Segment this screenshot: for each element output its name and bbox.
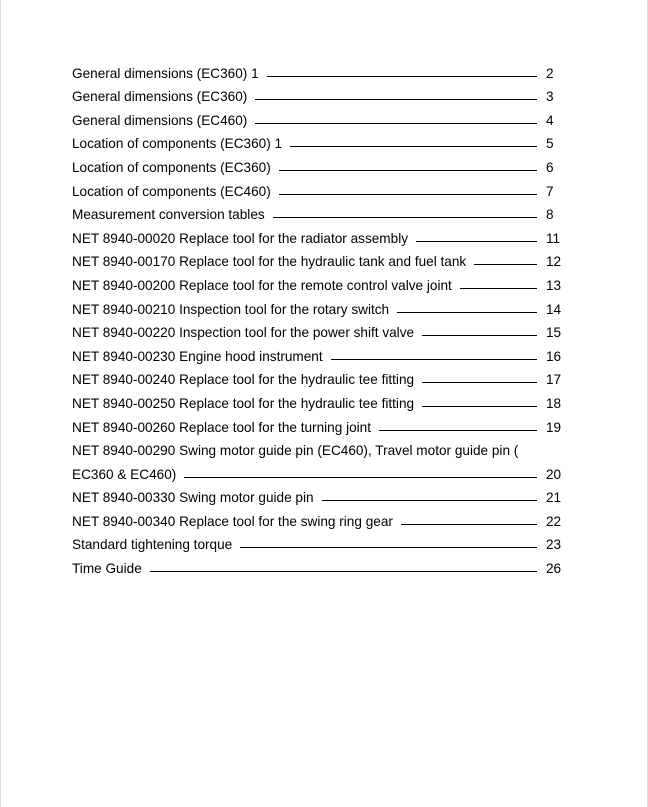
toc-entry[interactable] — [72, 553, 564, 577]
dot-leader — [290, 146, 537, 147]
toc-entry-page: 12 — [546, 254, 562, 270]
dot-leader — [416, 241, 537, 242]
toc-entry-title: NET 8940-00210 Inspection tool for the rotary switch — [72, 301, 390, 317]
toc-entry-title: Measurement conversion tables — [72, 207, 265, 223]
toc-entry-page: 15 — [546, 325, 562, 341]
toc-entry-title: Standard tightening torque — [72, 537, 233, 553]
toc-entry[interactable] — [72, 270, 564, 294]
dot-leader — [401, 524, 537, 525]
toc-entry[interactable] — [72, 82, 564, 106]
toc-entry-page: 8 — [546, 207, 554, 223]
toc-entry-title: EC360 & EC460) — [72, 466, 177, 482]
dot-leader — [267, 76, 537, 77]
dot-leader — [184, 477, 537, 478]
toc-entry-title: Location of components (EC460) — [72, 183, 271, 199]
toc-entry-title: Location of components (EC360) — [72, 159, 271, 175]
toc-entry-title: NET 8940-00340 Replace tool for the swing ring gear — [72, 513, 393, 529]
toc-entry[interactable] — [72, 223, 564, 247]
dot-leader — [279, 170, 537, 171]
toc-entry-page: 20 — [546, 466, 562, 482]
toc-entry-title: General dimensions (EC360) — [72, 89, 248, 105]
toc-entry[interactable] — [72, 58, 564, 82]
toc-entry[interactable] — [72, 506, 564, 530]
table-of-contents — [72, 58, 564, 577]
toc-entry[interactable] — [72, 176, 564, 200]
toc-entry-title: Location of components (EC360) 1 — [72, 136, 283, 152]
toc-entry[interactable] — [72, 365, 564, 389]
toc-entry-title: NET 8940-00250 Replace tool for the hydraulic tee fitting — [72, 395, 415, 411]
toc-entry[interactable] — [72, 247, 564, 271]
dot-leader — [150, 571, 537, 572]
toc-entry-page: 23 — [546, 537, 562, 553]
dot-leader — [422, 382, 537, 383]
toc-entry-title: NET 8940-00330 Swing motor guide pin — [72, 490, 314, 506]
toc-entry-page: 14 — [546, 301, 562, 317]
toc-entry-title: NET 8940-00170 Replace tool for the hydraulic tank and fuel tank — [72, 254, 467, 270]
toc-entry-page: 7 — [546, 183, 554, 199]
toc-entry-title: General dimensions (EC360) 1 — [72, 65, 259, 81]
dot-leader — [422, 335, 537, 336]
toc-entry-title: NET 8940-00220 Inspection tool for the power shift valve — [72, 325, 415, 341]
toc-entry[interactable] — [72, 152, 564, 176]
toc-entry-page: 21 — [546, 490, 562, 506]
toc-entry-wrapped-line[interactable] — [72, 436, 564, 460]
toc-entry-page: 26 — [546, 561, 562, 577]
toc-entry[interactable] — [72, 129, 564, 153]
dot-leader — [255, 99, 537, 100]
toc-entry[interactable] — [72, 105, 564, 129]
toc-entry-page: 13 — [546, 277, 562, 293]
toc-entry[interactable] — [72, 341, 564, 365]
toc-entry-page: 4 — [546, 112, 554, 128]
toc-entry-page: 17 — [546, 372, 562, 388]
toc-entry-page: 6 — [546, 159, 554, 175]
dot-leader — [397, 312, 537, 313]
dot-leader — [322, 500, 537, 501]
dot-leader — [474, 264, 537, 265]
toc-entry[interactable] — [72, 200, 564, 224]
toc-entry[interactable] — [72, 294, 564, 318]
toc-entry-page: 3 — [546, 89, 554, 105]
toc-entry-title: NET 8940-00200 Replace tool for the remote control valve joint — [72, 277, 452, 293]
dot-leader — [279, 194, 537, 195]
dot-leader — [255, 123, 537, 124]
dot-leader — [273, 217, 537, 218]
toc-entry-page: 5 — [546, 136, 554, 152]
toc-entry[interactable] — [72, 483, 564, 507]
toc-entry[interactable] — [72, 388, 564, 412]
toc-entry-title: NET 8940-00230 Engine hood instrument — [72, 348, 323, 364]
dot-leader — [422, 406, 537, 407]
toc-entry-page: 18 — [546, 395, 562, 411]
dot-leader — [379, 430, 537, 431]
dot-leader — [240, 547, 537, 548]
toc-entry-page: 19 — [546, 419, 562, 435]
toc-entry[interactable] — [72, 530, 564, 554]
toc-entry-page: 16 — [546, 348, 562, 364]
toc-entry-page: 22 — [546, 513, 562, 529]
toc-entry-title-line1: NET 8940-00290 Swing motor guide pin (EC460), Travel motor guide pin ( — [72, 443, 519, 459]
toc-entry-title: Time Guide — [72, 561, 142, 577]
dot-leader — [460, 288, 537, 289]
toc-entry-page: 11 — [546, 230, 561, 246]
toc-entry-title: NET 8940-00020 Replace tool for the radiator assembly — [72, 230, 409, 246]
dot-leader — [331, 359, 537, 360]
toc-entry[interactable] — [72, 412, 564, 436]
toc-entry-page: 2 — [546, 65, 554, 81]
toc-entry[interactable] — [72, 318, 564, 342]
toc-entry-title: General dimensions (EC460) — [72, 112, 248, 128]
toc-entry-title: NET 8940-00260 Replace tool for the turning joint — [72, 419, 372, 435]
toc-entry[interactable] — [72, 459, 564, 483]
toc-entry-title: NET 8940-00240 Replace tool for the hydraulic tee fitting — [72, 372, 415, 388]
